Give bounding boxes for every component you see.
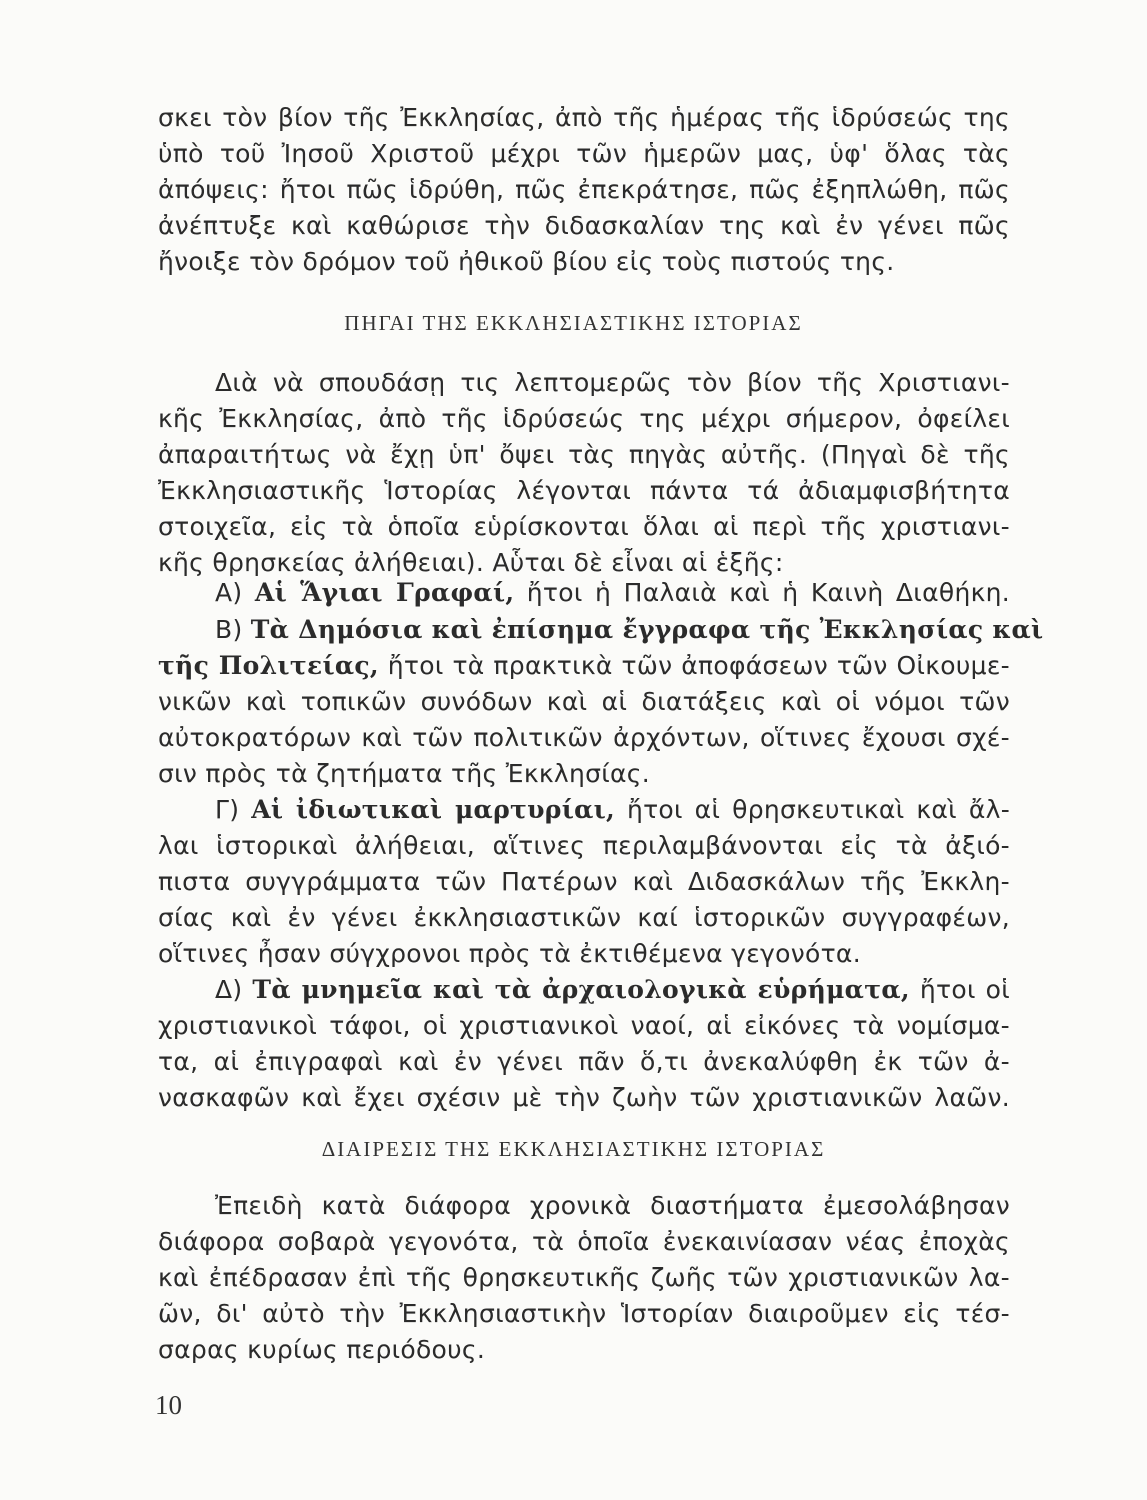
item-prefix: Α): [215, 578, 255, 607]
item-prefix: Β): [215, 615, 251, 644]
source-item-d: [215, 972, 1010, 1008]
paragraph-line: Ἐκκλησιαστικῆς Ἱστορίας λέγονται πάντα τά ἀδιαμφισβήτητα: [158, 476, 1010, 505]
item-title: Αἱ Ἅγιαι Γραφαί,: [254, 578, 515, 607]
paragraph-line: Διὰ νὰ σπουδάσῃ τις λεπτομερῶς τὸν βίον τῆς Χριστιανι-: [215, 368, 1010, 397]
paragraph-line: σίας καὶ ἐν γένει ἐκκλησιαστικῶν καί ἱστορικῶν συγγραφέων,: [158, 903, 1010, 932]
intro-line: ὑπὸ τοῦ Ἰησοῦ Χριστοῦ μέχρι τῶν ἡμερῶν μας, ὑφ' ὅλας τὰς: [158, 139, 1010, 168]
paragraph-line: λαι ἱστορικαὶ ἀλήθειαι, αἵτινες περιλαμβάνονται εἰς τὰ ἀξιό-: [158, 831, 1010, 860]
item-title-continued: τῆς Πολιτείας,: [158, 651, 379, 680]
paragraph-line: [158, 648, 1010, 684]
item-title: Τὰ Δημόσια καὶ ἐπίσημα ἔγγραφα τῆς Ἐκκλησίας καὶ: [250, 615, 1044, 644]
source-item-c: [215, 792, 1010, 828]
paragraph-line: χριστιανικοὶ τάφοι, οἱ χριστιανικοὶ ναοί, αἱ εἰκόνες τὰ νομίσμα-: [158, 1011, 1010, 1040]
paragraph-line: διάφορα σοβαρὰ γεγονότα, τὰ ὁποῖα ἐνεκαινίασαν νέας ἐποχὰς: [158, 1227, 1010, 1256]
section-heading-sources: ΠΗΓΑΙ ΤΗΣ ΕΚΚΛΗΣΙΑΣΤΙΚΗΣ ΙΣΤΟΡΙΑΣ: [344, 311, 803, 335]
intro-line: ἤνοιξε τὸν δρόμον τοῦ ἠθικοῦ βίου εἰς τοὺς πιστούς της.: [158, 247, 895, 276]
paragraph-line: σιν πρὸς τὰ ζητήματα τῆς Ἐκκλησίας.: [158, 759, 651, 788]
item-title: Αἱ ἰδιωτικαὶ μαρτυρίαι,: [251, 795, 616, 824]
intro-line: ἀνέπτυξε καὶ καθώρισε τὴν διδασκαλίαν της καὶ ἐν γένει πῶς: [158, 211, 1010, 240]
paragraph-line: Ἐπειδὴ κατὰ διάφορα χρονικὰ διαστήματα ἐμεσολάβησαν: [215, 1191, 1010, 1220]
page-number: 10: [155, 1390, 182, 1420]
paragraph-line: αὐτοκρατόρων καὶ τῶν πολιτικῶν ἀρχόντων, οἵτινες ἔχουσι σχέ-: [158, 723, 1010, 752]
paragraph-line: ἀπαραιτήτως νὰ ἔχῃ ὑπ' ὄψει τὰς πηγὰς αὐτῆς. (Πηγαὶ δὲ τῆς: [158, 440, 1010, 469]
paragraph-line: κῆς θρησκείας ἀλήθειαι). Αὗται δὲ εἶναι αἱ ἑξῆς:: [158, 548, 784, 577]
paragraph-line: πιστα συγγράμματα τῶν Πατέρων καὶ Διδασκάλων τῆς Ἐκκλη-: [158, 867, 1010, 896]
item-text: ἤτοι τὰ πρακτικὰ τῶν ἀποφάσεων τῶν Οἰκουμε-: [378, 651, 1010, 680]
source-item-a: [215, 575, 1010, 611]
section-heading-division: ΔΙΑΙΡΕΣΙΣ ΤΗΣ ΕΚΚΛΗΣΙΑΣΤΙΚΗΣ ΙΣΤΟΡΙΑΣ: [321, 1137, 826, 1161]
item-prefix: Γ): [215, 795, 252, 824]
item-prefix: Δ): [215, 975, 253, 1004]
item-text: ἤτοι αἱ θρησκευτικαὶ καὶ ἄλ-: [615, 795, 1011, 824]
paragraph-line: τα, αἱ ἐπιγραφαὶ καὶ ἐν γένει πᾶν ὅ,τι ἀνεκαλύφθη ἐκ τῶν ἀ-: [158, 1047, 1010, 1076]
item-text: ἤτοι οἱ: [909, 975, 1011, 1004]
paragraph-line: ῶν, δι' αὐτὸ τὴν Ἐκκλησιαστικὴν Ἱστορίαν διαιροῦμεν εἰς τέσ-: [158, 1299, 1010, 1328]
intro-line: ἀπόψεις: ἤτοι πῶς ἱδρύθη, πῶς ἐπεκράτησε, πῶς ἐξηπλώθη, πῶς: [158, 175, 1010, 204]
source-item-b: [215, 612, 1044, 648]
item-text: ἤτοι ἡ Παλαιὰ καὶ ἡ Καινὴ Διαθήκη.: [514, 578, 1011, 607]
paragraph-line: στοιχεῖα, εἰς τὰ ὁποῖα εὑρίσκονται ὅλαι αἱ περὶ τῆς χριστιανι-: [158, 512, 1010, 541]
paragraph-line: καὶ ἐπέδρασαν ἐπὶ τῆς θρησκευτικῆς ζωῆς τῶν χριστιανικῶν λα-: [158, 1263, 1010, 1292]
paragraph-line: κῆς Ἐκκλησίας, ἀπὸ τῆς ἱδρύσεώς της μέχρι σήμερον, ὀφείλει: [158, 404, 1010, 433]
paragraph-line: νασκαφῶν καὶ ἔχει σχέσιν μὲ τὴν ζωὴν τῶν χριστιανικῶν λαῶν.: [158, 1083, 1010, 1112]
paragraph-line: σαρας κυρίως περιόδους.: [158, 1335, 486, 1364]
paragraph-line: νικῶν καὶ τοπικῶν συνόδων καὶ αἱ διατάξεις καὶ οἱ νόμοι τῶν: [158, 687, 1010, 716]
intro-line: σκει τὸν βίον τῆς Ἐκκλησίας, ἀπὸ τῆς ἡμέρας τῆς ἱδρύσεώς της: [158, 103, 1010, 132]
item-title: Τὰ μνημεῖα καὶ τὰ ἀρχαιολογικὰ εὑρήματα,: [252, 975, 910, 1004]
paragraph-line: οἵτινες ἦσαν σύγχρονοι πρὸς τὰ ἐκτιθέμενα γεγονότα.: [158, 939, 861, 968]
